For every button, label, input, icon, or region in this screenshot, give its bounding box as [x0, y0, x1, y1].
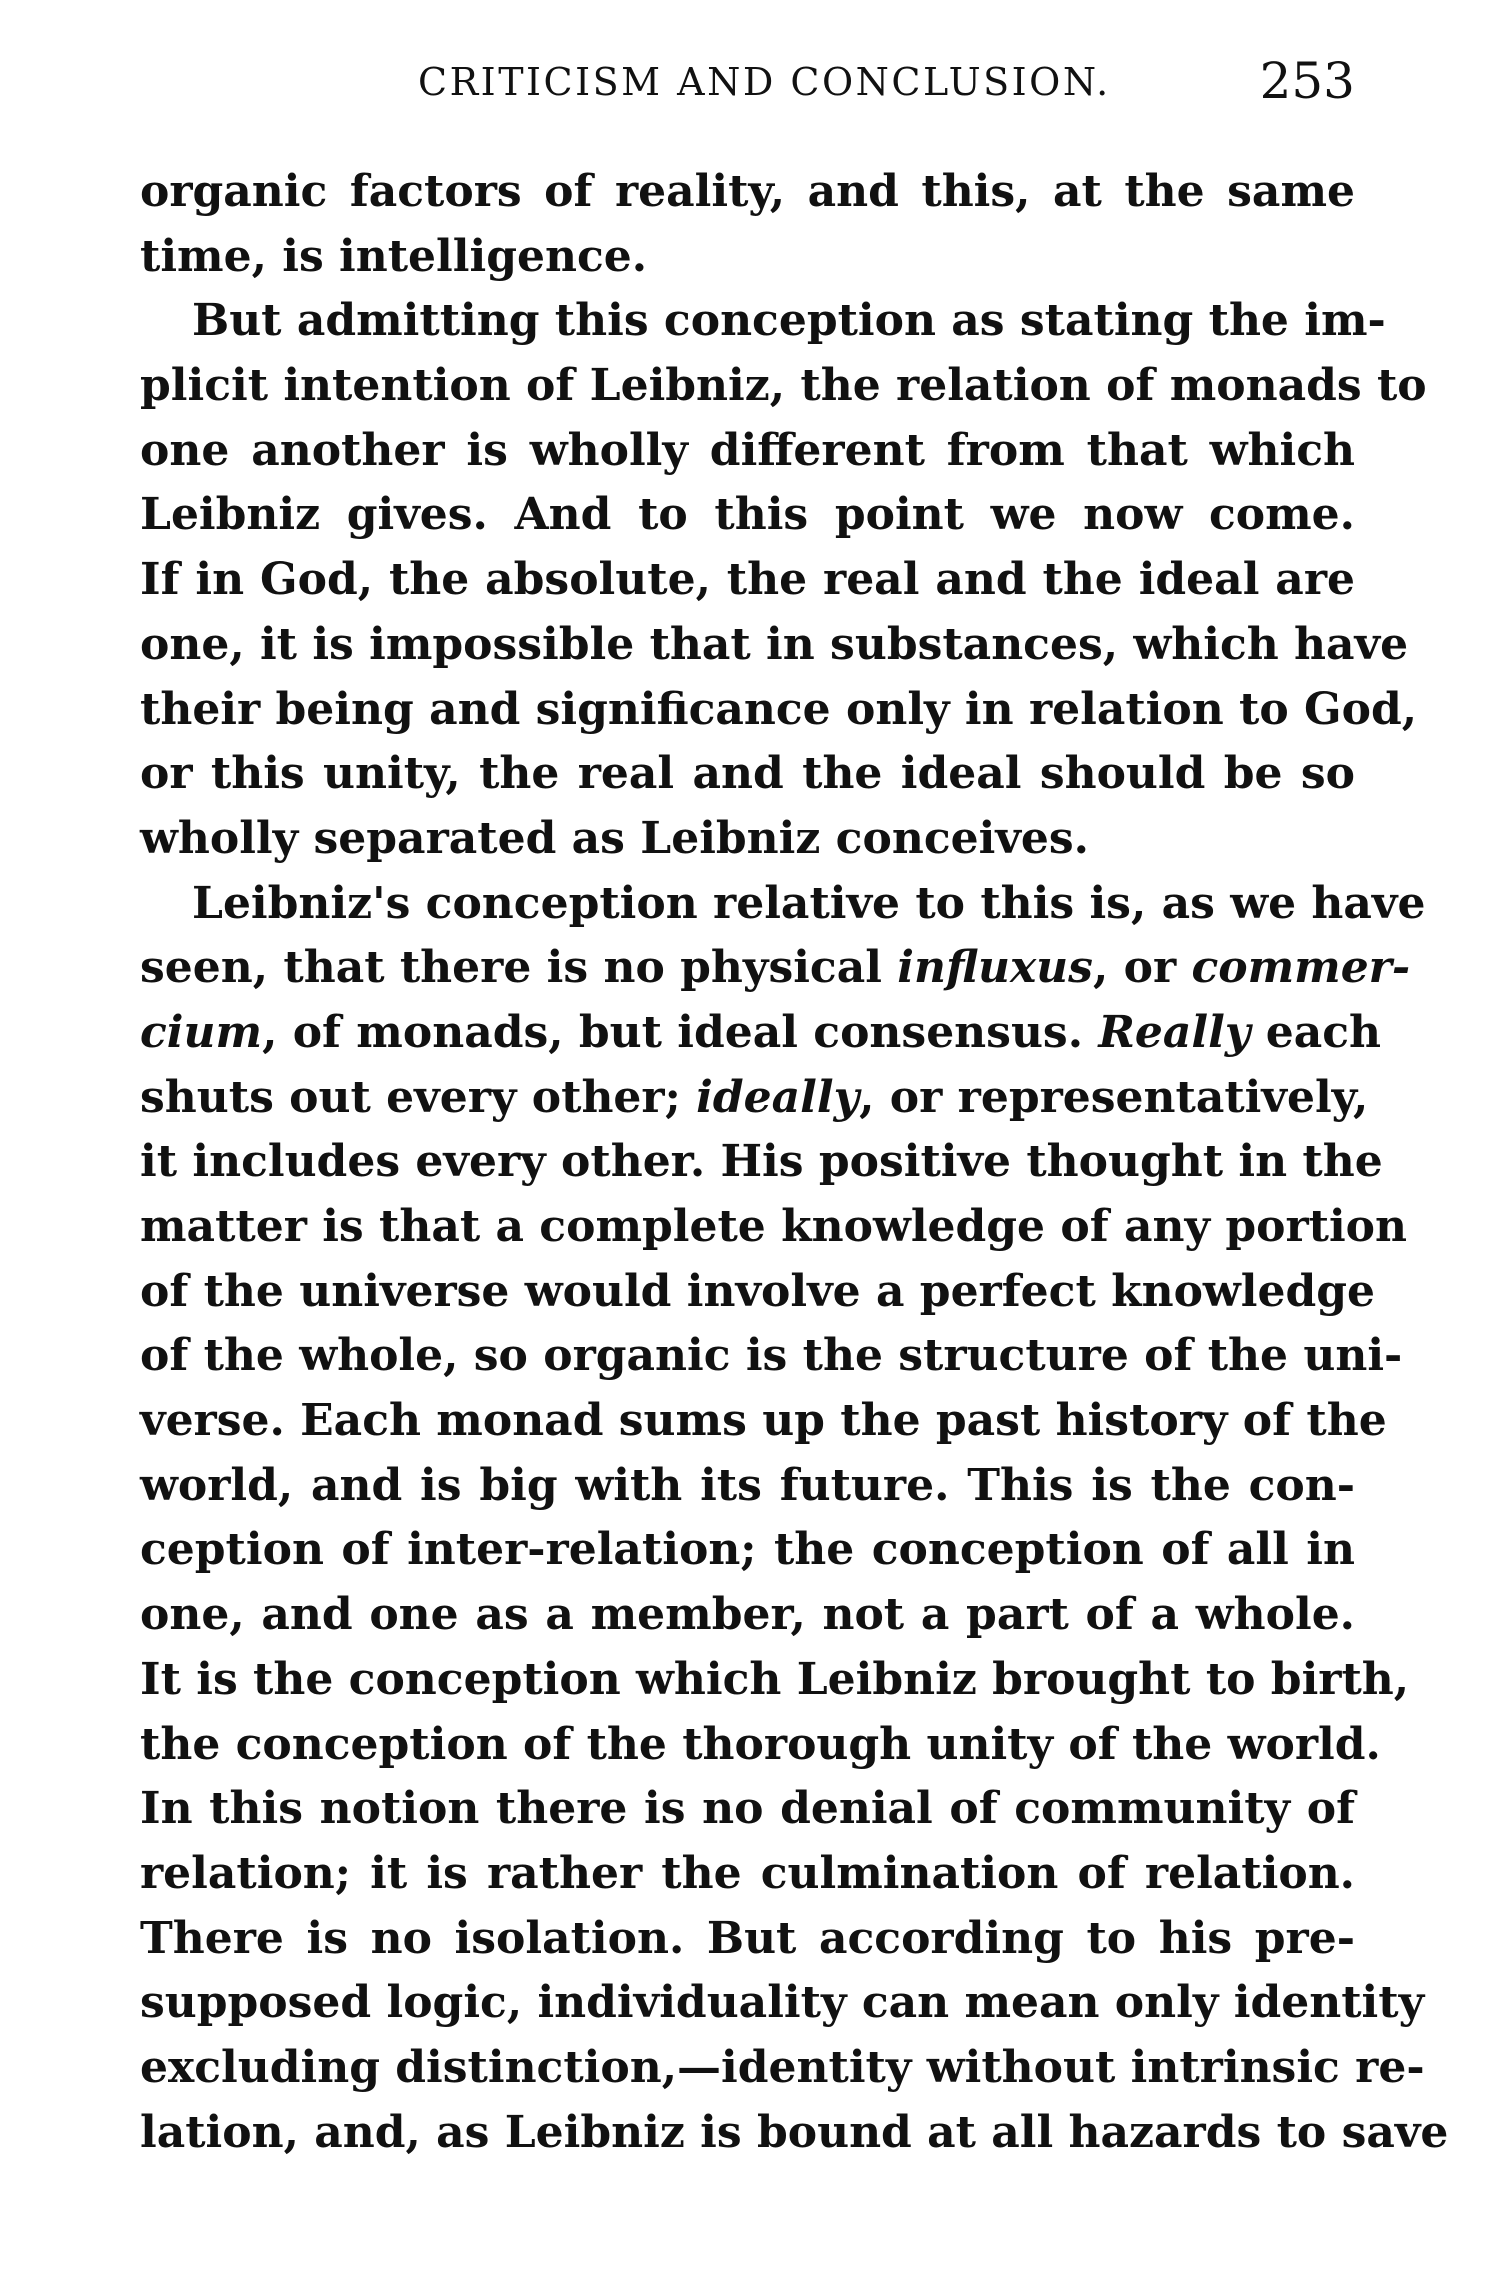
text-line: one another is wholly different from that which	[140, 424, 1355, 476]
text-line: There is no isolation. But according to his pre-	[140, 1912, 1355, 1964]
text-line: it includes every other. His positive thought in the	[140, 1136, 1383, 1188]
text-line: verse. Each monad sums up the past history of the	[140, 1395, 1387, 1447]
body-text	[140, 160, 1449, 2165]
text-run: each	[1250, 1006, 1382, 1058]
text-line: or this unity, the real and the ideal should be so	[140, 748, 1355, 800]
text-line	[140, 1001, 1382, 1066]
text-line	[140, 936, 1411, 1001]
text-run: , or representatively,	[859, 1071, 1369, 1123]
text-line: their being and significance only in relation to God,	[140, 683, 1418, 735]
text-line: wholly separated as Leibniz conceives.	[140, 812, 1089, 864]
text-line: time, is intelligence.	[140, 230, 648, 282]
text-line: relation; it is rather the culmination of relation.	[140, 1847, 1355, 1899]
text-line: plicit intention of Leibniz, the relation of monads to	[140, 360, 1427, 412]
paragraph-start-line: Leibniz's conception relative to this is, as we have	[192, 877, 1426, 929]
text-run: shuts out every other;	[140, 1071, 697, 1123]
text-line: In this notion there is no denial of community of	[140, 1783, 1355, 1835]
text-line: one, and one as a member, not a part of a whole.	[140, 1589, 1355, 1641]
italic-term: influxus	[897, 942, 1093, 994]
paragraph-start-line: But admitting this conception as stating the im-	[192, 295, 1386, 347]
text-line	[140, 1066, 1369, 1131]
text-line: Leibniz gives. And to this point we now come.	[140, 489, 1355, 541]
page-number: 253	[1259, 52, 1355, 110]
text-line: supposed logic, individuality can mean only identity	[140, 1977, 1425, 2029]
italic-term: cium	[140, 1006, 263, 1058]
text-line: world, and is big with its future. This is the con-	[140, 1459, 1355, 1511]
text-line: excluding distinction,—identity without intrinsic re-	[140, 2041, 1425, 2093]
text-run: , of monads, but ideal consensus.	[262, 1006, 1099, 1058]
text-line: matter is that a complete knowledge of any portion	[140, 1201, 1408, 1252]
text-line: lation, and, as Leibniz is bound at all hazards to save	[140, 2106, 1449, 2158]
text-line: If in God, the absolute, the real and the ideal are	[140, 554, 1355, 606]
text-line: the conception of the thorough unity of the world.	[140, 1718, 1381, 1770]
text-run: seen, that there is no physical	[140, 942, 898, 994]
italic-term: commer-	[1191, 942, 1411, 994]
running-head: CRITICISM AND CONCLUSION.	[418, 60, 1111, 104]
text-line: one, it is impossible that in substances, which have	[140, 618, 1409, 670]
text-line: It is the conception which Leibniz brought to birth,	[140, 1653, 1410, 1705]
text-line: organic factors of reality, and this, at the same	[140, 166, 1355, 217]
italic-term: ideally	[696, 1071, 860, 1123]
page-header	[140, 52, 1355, 112]
text-line: of the whole, so organic is the structure of the uni-	[140, 1330, 1403, 1382]
text-line: of the universe would involve a perfect knowledge	[140, 1265, 1376, 1317]
italic-term: Really	[1098, 1006, 1251, 1058]
text-line: ception of inter-relation; the conception of all in	[140, 1524, 1355, 1576]
text-run: , or	[1092, 942, 1192, 994]
